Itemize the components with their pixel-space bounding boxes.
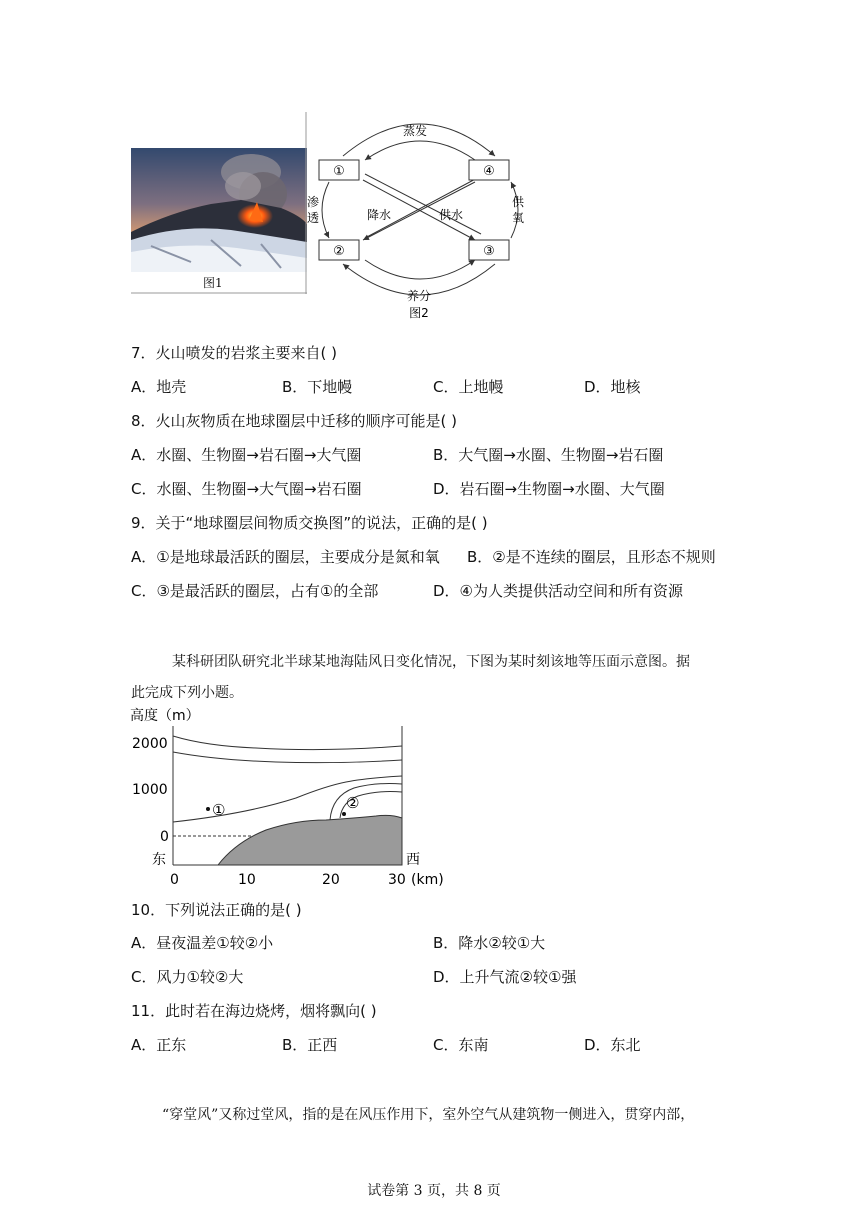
node-2: ②	[333, 244, 345, 259]
point-2-label: ②	[346, 794, 360, 812]
label-oxygen-1: 供	[511, 195, 525, 209]
node-3: ③	[483, 244, 495, 259]
point-2-dot	[342, 812, 346, 816]
point-1-label: ①	[212, 801, 226, 819]
x-tick-20: 20	[322, 872, 340, 888]
q10-option-d[interactable]: D．上升气流②较①强	[433, 968, 577, 986]
page-footer: 试卷第 3 页，共 8 页	[367, 1183, 501, 1199]
label-infiltration-2: 透	[306, 211, 320, 225]
east-label: 东	[152, 852, 166, 868]
q9-option-c[interactable]: C．③是最活跃的圈层，占有①的全部	[131, 582, 379, 600]
question-10: 10．下列说法正确的是( )	[131, 901, 302, 919]
q10-option-c[interactable]: C．风力①较②大	[131, 968, 244, 986]
q9-option-b[interactable]: B．②是不连续的圈层，且形态不规则	[467, 548, 716, 566]
question-9: 9．关于“地球圈层间物质交换图”的说法，正确的是( )	[131, 514, 488, 532]
q8-option-d[interactable]: D．岩石圈→生物圈→水圈、大气圈	[433, 480, 665, 498]
q9-option-a[interactable]: A．①是地球最活跃的圈层，主要成分是氮和氧	[131, 548, 440, 566]
q8-option-b[interactable]: B．大气圈→水圈、生物圈→岩石圈	[433, 446, 664, 464]
figure-1	[131, 112, 307, 294]
x-tick-0: 0	[170, 872, 179, 888]
figure-2	[305, 112, 535, 324]
q10-option-b[interactable]: B．降水②较①大	[433, 934, 546, 952]
q8-option-a[interactable]: A．水圈、生物圈→岩石圈→大气圈	[131, 446, 362, 464]
label-oxygen-2: 氧	[511, 211, 525, 225]
x-tick-10: 10	[238, 872, 256, 888]
q7-option-d[interactable]: D．地核	[584, 378, 641, 396]
q7-option-c[interactable]: C．上地幔	[433, 378, 504, 396]
y-axis-label: 高度（m）	[130, 708, 200, 724]
q11-option-d[interactable]: D．东北	[584, 1036, 641, 1054]
volcano-photo	[131, 112, 307, 294]
passage-draft-wind: “穿堂风”又称过堂风，指的是在风压作用下，室外空气从建筑物一侧进入，贯穿内部，	[162, 1107, 695, 1123]
x-unit: (km)	[411, 872, 444, 888]
node-4: ④	[483, 164, 495, 179]
label-nutrients: 养分	[406, 289, 432, 303]
y-tick-2000: 2000	[132, 736, 168, 752]
q10-option-a[interactable]: A．昼夜温差①较②小	[131, 934, 274, 952]
label-water-supply: 供水	[438, 208, 464, 222]
y-tick-1000: 1000	[132, 782, 168, 798]
q11-option-b[interactable]: B．正西	[282, 1036, 338, 1054]
figure-2-caption: 图2	[409, 306, 429, 320]
point-1-dot	[206, 807, 210, 811]
q8-option-c[interactable]: C．水圈、生物圈→大气圈→岩石圈	[131, 480, 362, 498]
q11-option-c[interactable]: C．东南	[433, 1036, 489, 1054]
node-1: ①	[333, 164, 345, 179]
isobar-diagram	[126, 702, 456, 888]
question-8: 8．火山灰物质在地球圈层中迁移的顺序可能是( )	[131, 412, 458, 430]
passage-sea-land-breeze-line2: 此完成下列小题。	[131, 685, 243, 701]
q11-option-a[interactable]: A．正东	[131, 1036, 187, 1054]
q9-option-d[interactable]: D．④为人类提供活动空间和所有资源	[433, 582, 683, 600]
figure-1-caption: 图1	[203, 276, 223, 290]
x-tick-30: 30	[388, 872, 406, 888]
y-tick-0: 0	[160, 829, 169, 845]
q7-option-a[interactable]: A．地壳	[131, 378, 187, 396]
sphere-cycle-diagram	[305, 112, 535, 324]
label-precipitation: 降水	[366, 208, 392, 222]
passage-sea-land-breeze-line1: 某科研团队研究北半球某地海陆风日变化情况，下图为某时刻该地等压面示意图。据	[172, 654, 690, 670]
west-label: 西	[406, 852, 420, 868]
label-infiltration-1: 渗	[306, 195, 320, 209]
label-evaporation: 蒸发	[402, 124, 428, 138]
q7-option-b[interactable]: B．下地幔	[282, 378, 353, 396]
question-7: 7．火山喷发的岩浆主要来自( )	[131, 344, 338, 362]
question-11: 11．此时若在海边烧烤，烟将飘向( )	[131, 1002, 377, 1020]
